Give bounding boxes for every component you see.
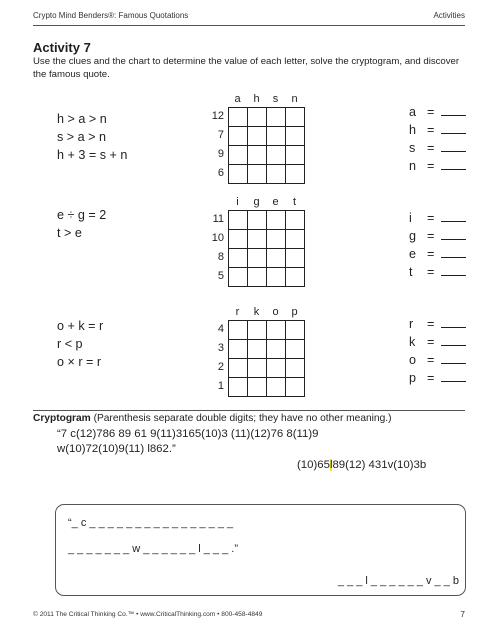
row-label: 12 xyxy=(211,110,224,122)
answer-blank[interactable] xyxy=(441,352,466,364)
answer-row: a = xyxy=(409,103,466,121)
activity-instructions: Use the clues and the chart to determine the value of each letter, solve the cryptogram, and discover the famous quote. xyxy=(33,56,460,80)
column-label: k xyxy=(253,306,260,318)
answer-blank[interactable] xyxy=(441,370,466,382)
clue: t > e xyxy=(57,226,82,240)
answer-blank[interactable] xyxy=(441,122,466,134)
answer-blank[interactable] xyxy=(441,140,466,152)
cryptogram-note: (Parenthesis separate double digits; they have no other meaning.) xyxy=(90,413,392,424)
answer-blank[interactable] xyxy=(441,210,466,222)
cryptogram-line-2: w(10)72(10)9(11) l862.” xyxy=(57,443,176,455)
row-label: 7 xyxy=(217,129,224,141)
copyright-footer: © 2011 The Critical Thinking Co.™ • www.CriticalThinking.com • 800-458-4849 xyxy=(33,611,263,618)
column-label: s xyxy=(272,93,279,105)
page-number: 7 xyxy=(460,609,465,619)
answer-line-2: _ _ _ _ _ _ _ w _ _ _ _ _ _ l _ _ _ .” xyxy=(68,543,239,555)
answer-row: e = xyxy=(409,245,466,263)
answer-row: n = xyxy=(409,157,466,175)
answer-row: k = xyxy=(409,333,466,351)
answer-blank[interactable] xyxy=(441,104,466,116)
puzzle-2-grid xyxy=(211,196,305,287)
column-label: r xyxy=(235,306,240,318)
cryptogram-line-3: (10)65l89(12) 431v(10)3b xyxy=(297,459,427,471)
row-label: 1 xyxy=(217,380,224,392)
column-label: n xyxy=(291,93,298,105)
answer-line-3: _ _ _ l _ _ _ _ _ _ v _ _ b xyxy=(337,575,459,587)
answer-row: r = xyxy=(409,315,466,333)
answer-line-1: “_ c _ _ _ _ _ _ _ _ _ _ _ _ _ _ _ _ xyxy=(68,517,234,529)
quote-answer-box[interactable] xyxy=(55,504,466,596)
puzzle-2-answers xyxy=(409,209,466,281)
section-label: Activities xyxy=(433,11,465,20)
cryptogram-divider xyxy=(33,410,465,411)
logic-grid[interactable] xyxy=(228,210,305,287)
puzzle-3-answers xyxy=(409,315,466,387)
activity-title: Activity 7 xyxy=(33,40,91,55)
row-label: 10 xyxy=(211,232,224,244)
puzzle-1-answers xyxy=(409,103,466,175)
row-label: 6 xyxy=(217,167,224,179)
answer-row: o = xyxy=(409,351,466,369)
column-label: i xyxy=(236,196,239,208)
clue: h + 3 = s + n xyxy=(57,148,128,162)
row-label: 4 xyxy=(217,323,224,335)
cryptogram-line-1: “7 c(12)786 89 61 9(11)3165(10)3 (11)(12)76 8(11)9 xyxy=(57,428,319,440)
clue: r < p xyxy=(57,337,83,351)
cryptogram-title: Cryptogram xyxy=(33,413,91,424)
column-label: a xyxy=(234,93,241,105)
clue: o + k = r xyxy=(57,319,104,333)
column-label: p xyxy=(291,306,298,318)
answer-row: i = xyxy=(409,209,466,227)
answer-row: t = xyxy=(409,263,466,281)
answer-row: h = xyxy=(409,121,466,139)
puzzle-2-clues xyxy=(57,206,106,242)
answer-blank[interactable] xyxy=(441,316,466,328)
logic-grid[interactable] xyxy=(228,320,305,397)
row-label: 9 xyxy=(217,148,224,160)
row-label: 11 xyxy=(212,213,224,225)
answer-row: p = xyxy=(409,369,466,387)
column-label: h xyxy=(253,93,260,105)
clue: e ÷ g = 2 xyxy=(57,208,107,222)
book-title: Crypto Mind Benders®: Famous Quotations xyxy=(33,11,189,20)
clue: s > a > n xyxy=(57,130,107,144)
answer-blank[interactable] xyxy=(441,334,466,346)
puzzle-1-grid xyxy=(211,93,305,184)
answer-row: g = xyxy=(409,227,466,245)
column-label: e xyxy=(272,196,279,208)
row-label: 2 xyxy=(217,361,224,373)
clue: o × r = r xyxy=(57,355,102,369)
clue: h > a > n xyxy=(57,112,107,126)
puzzle-3-grid xyxy=(217,306,305,397)
logic-grid[interactable] xyxy=(228,107,305,184)
row-label: 3 xyxy=(217,342,224,354)
column-label: g xyxy=(253,196,260,208)
answer-row: s = xyxy=(409,139,466,157)
header-divider xyxy=(33,25,465,26)
answer-blank[interactable] xyxy=(441,246,466,258)
column-label: t xyxy=(292,196,297,208)
cryptogram-heading xyxy=(33,413,391,424)
highlighted-letter: l xyxy=(329,459,333,471)
column-label: o xyxy=(272,306,279,318)
answer-blank[interactable] xyxy=(441,264,466,276)
puzzle-1-clues xyxy=(57,110,127,164)
row-label: 5 xyxy=(217,270,224,282)
answer-blank[interactable] xyxy=(441,158,466,170)
answer-blank[interactable] xyxy=(441,228,466,240)
row-label: 8 xyxy=(217,251,224,263)
puzzle-3-clues xyxy=(57,317,103,371)
